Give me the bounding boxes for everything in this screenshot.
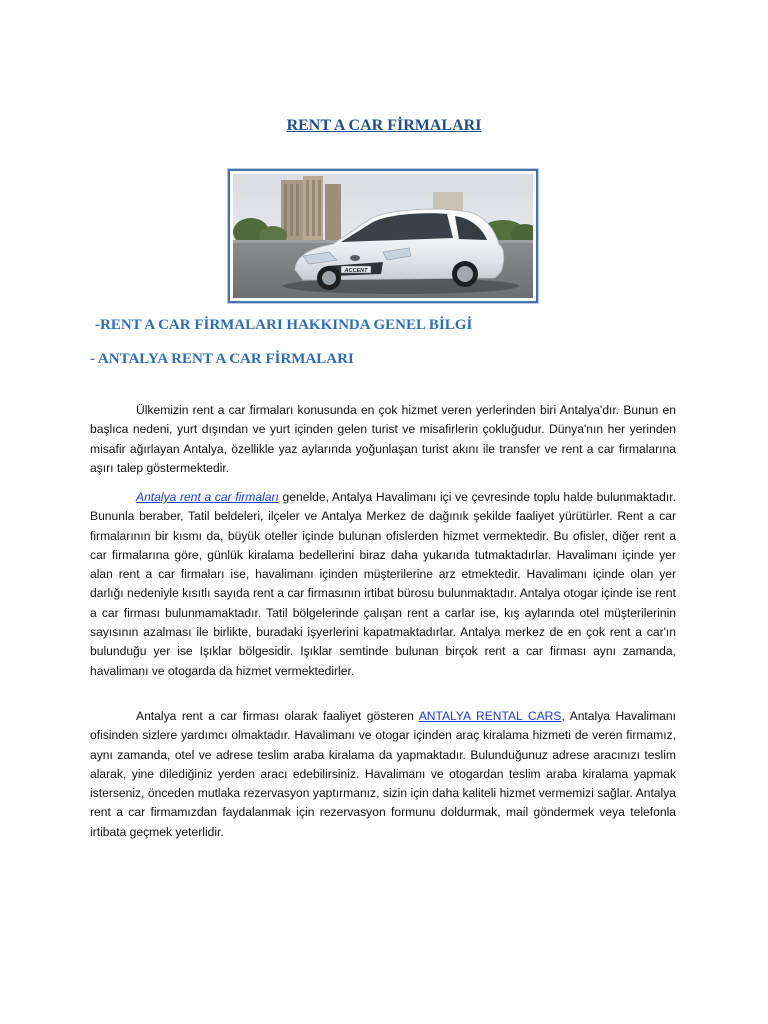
paragraph-3-intro: Antalya rent a car firması olarak faaliyet gösteren (136, 709, 419, 723)
car-photo-illustration (233, 174, 533, 298)
car-photo (228, 169, 538, 303)
paragraph-2-text: genelde, Antalya Havalimanı içi ve çevresinde toplu halde bulunmaktadır. Bununla beraber, Tatil beldeleri, ilçeler ve Antalya Merkez de dağınık şekilde faaliyet yürütürler. Rent a car firmalarının bir kısmı da, büyük oteller içinde bulunan ofislerden hizmet vermektedir. Bu ofisler, diğer rent a car firmalarına göre, günlük kiralama bedellerini biraz daha yukarıda tutmaktadırlar. Havalimanı içinde yer alan rent a car firmaları ise, havalimanı içinden müşterilerine arz etmektedir. Havalimanı içinde olan yer darlığı nedeniyle kısıtlı sayıda rent a car firmasının irtibat bürosu bulunmaktadır. Antalya otogar içinde ise rent a car firması bulunmamaktadır. Tatil bölgelerinde çalışan rent a carlar ise, kış aylarında otel müşterilerinin sayısının azalması ile birlikte, buradaki işyerlerini kapatmaktadırlar. Antalya merkez de en çok rent a car'ın bulunduğu yer ise Işıklar bölgesidir. Işıklar semtinde bulunan birçok rent a car firması aynı zamanda, havalimanı ve otogarda da hizmet vermektedirler. (90, 490, 676, 678)
paragraph-2 (90, 488, 676, 681)
paragraph-3 (90, 707, 676, 842)
paragraph-3-text: , Antalya Havalimanı ofisinden sizlere yardımcı olmaktadır. Havalimanı ve otogar içinden araç kiralama hizmeti de veren firmamız, aynı zamanda, otel ve adrese teslim araba kiralama da yapmaktadır. Bulunduğunuz adrese aracınızı teslim alarak, yine dilediğiniz yerden aracı edebilirsiniz. Havalimanı ve otogardan teslim araba kiralama yapmak isterseniz, önceden mutlaka rezervasyon yaptırmanız, sizin için daha kaliteli hizmet vermemizi sağlar. Antalya rent a car firmamızdan faydalanmak için rezervasyon formunu doldurmak, mail göndermek veya telefonla irtibata geçmek yeterlidir. (90, 709, 676, 839)
antalya-rent-a-car-link[interactable]: Antalya rent a car firmaları (136, 490, 279, 504)
document-title: RENT A CAR FİRMALARI (286, 117, 482, 134)
section-heading-antalya: - ANTALYA RENT A CAR FİRMALARI (90, 351, 354, 367)
section-heading-general-info: -RENT A CAR FİRMALARI HAKKINDA GENEL BİLGİ (95, 317, 473, 333)
paragraph-1: Ülkemizin rent a car firmaları konusunda en çok hizmet veren yerlerinden biri Antalya'dır. Bunun en başlıca nedeni, yurt dışından ve yurt içinden gelen turist ve misafirlerin çokluğudur. Dünya'nın her yerinden misafir ağırlayan Antalya, özellikle yaz aylarında yoğunlaşan turist akını ile transfer ve rent a car firmalarına aşırı talep göstermektedir. (90, 403, 676, 475)
antalya-rental-cars-link[interactable]: ANTALYA RENTAL CARS (418, 709, 562, 723)
car-badge-text: ACCENT (344, 267, 368, 274)
